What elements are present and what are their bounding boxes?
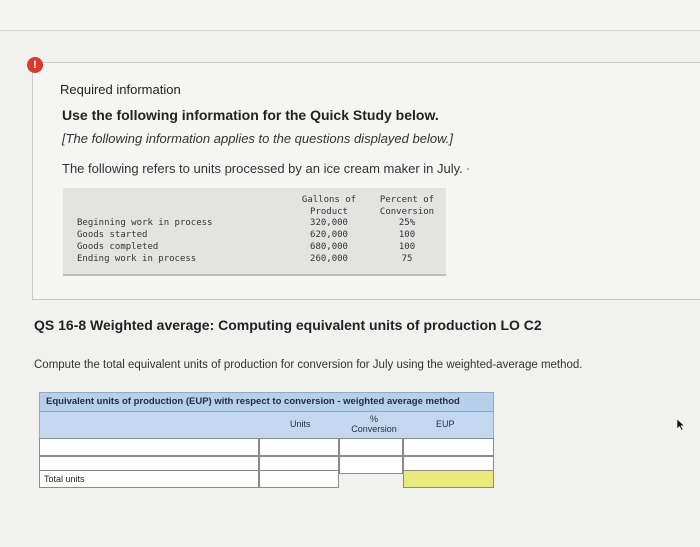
total-units-label: Total units (39, 470, 259, 488)
percent-header: Percent of Conversion (379, 195, 435, 217)
table-row: Goods started 620,000 100 (77, 230, 416, 240)
row1-units-input[interactable] (259, 438, 339, 456)
total-eup-input[interactable] (403, 470, 494, 488)
table-row: Goods completed 680,000 100 (77, 242, 416, 252)
table-row (39, 438, 494, 456)
applies-note: [The following information applies to the questions displayed below.] (62, 131, 453, 146)
row1-eup-input[interactable] (403, 438, 494, 456)
exclamation-icon: ! (27, 57, 43, 73)
use-info-heading: Use the following information for the Quick Study below. (62, 107, 439, 123)
eup-table-header: Equivalent units of production (EUP) with respect to conversion - weighted average method (39, 392, 494, 412)
question-title: QS 16-8 Weighted average: Computing equivalent units of production LO C2 (34, 317, 542, 333)
top-bar (0, 0, 700, 31)
row1-percent-input[interactable] (339, 438, 403, 456)
units-data-table (63, 188, 446, 276)
mouse-pointer-icon (676, 418, 686, 432)
table-row: Ending work in process 260,000 75 (77, 254, 413, 264)
eup-column-header: EUP (436, 419, 455, 429)
gallons-header: Gallons of Product (301, 195, 357, 217)
required-info-title: Required information (60, 82, 181, 97)
intro-text: The following refers to units processed by an ice cream maker in July. (62, 161, 463, 176)
stray-dot (467, 168, 469, 170)
units-column-header: Units (290, 419, 311, 429)
conversion-column-header: % Conversion (351, 414, 397, 434)
eup-table (39, 392, 494, 490)
table-row: Beginning work in process 320,000 25% (77, 218, 416, 228)
question-prompt: Compute the total equivalent units of production for conversion for July using the weighted-average method. (34, 359, 583, 371)
row1-label-input[interactable] (39, 438, 259, 456)
eup-column-headers (39, 412, 494, 438)
total-row (39, 470, 494, 488)
total-units-input[interactable] (259, 470, 339, 488)
